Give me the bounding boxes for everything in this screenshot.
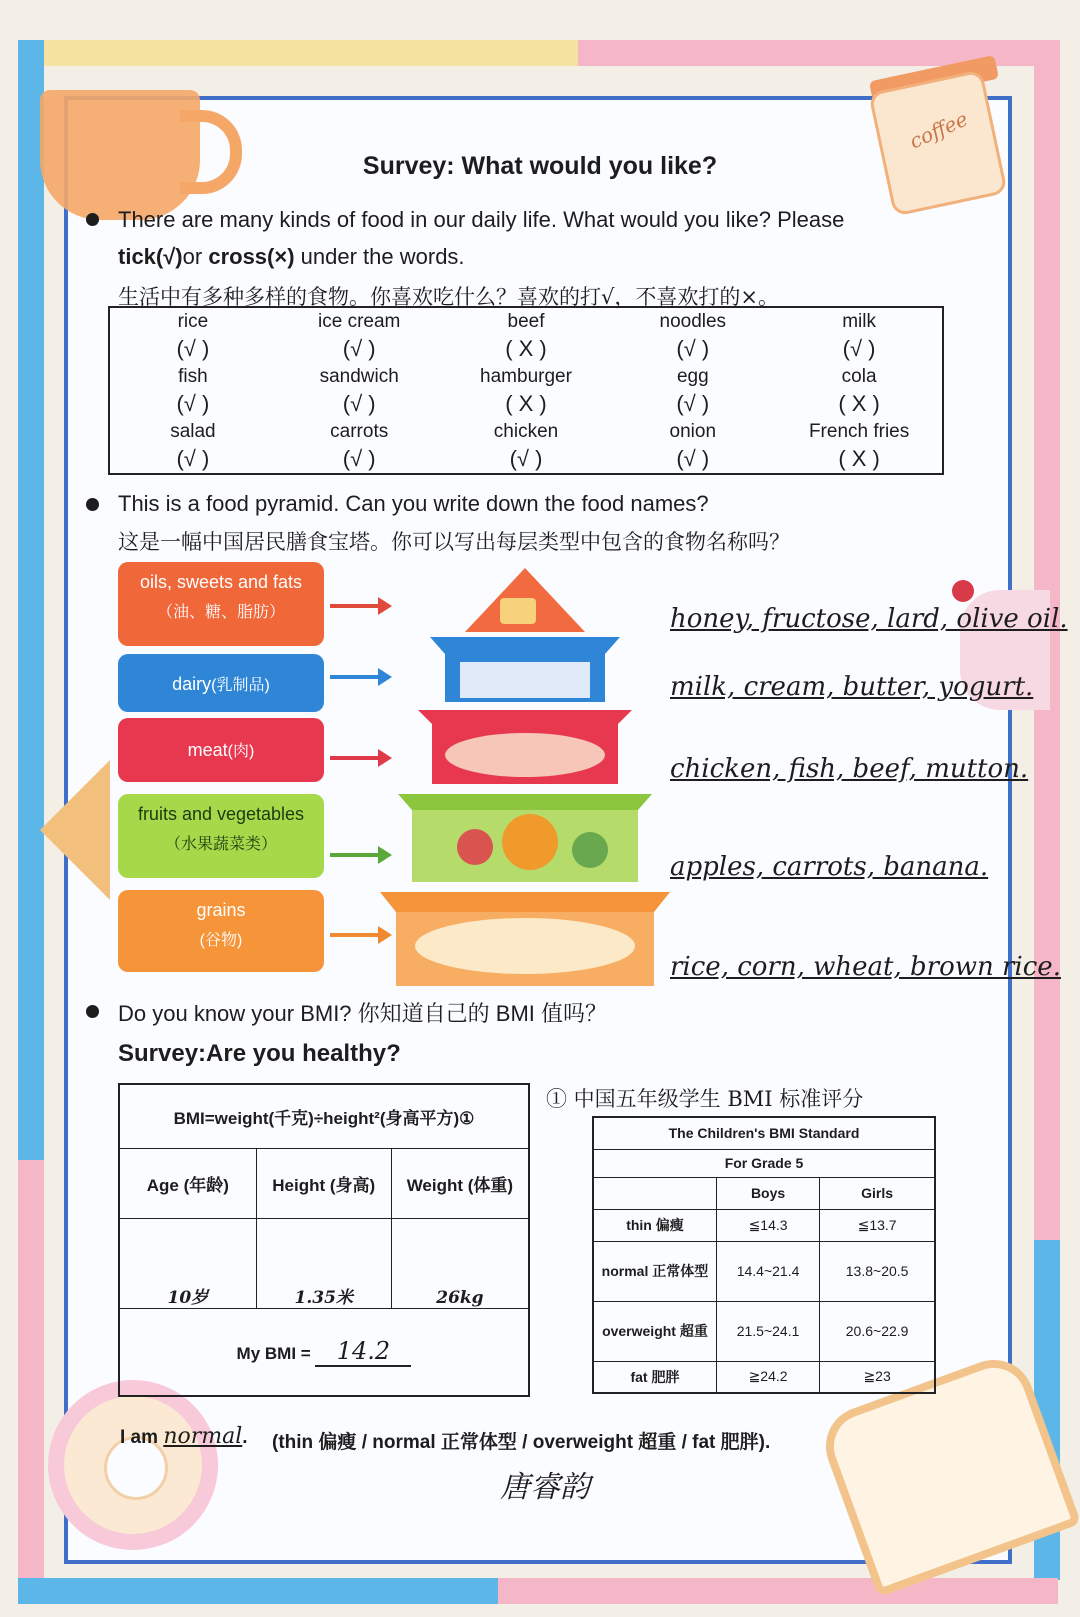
standard-title: The Children's BMI Standard: [593, 1117, 935, 1149]
level-label-cn: (谷物): [199, 932, 243, 949]
bullet-icon: [86, 1005, 99, 1018]
pyramid-roof: [398, 794, 652, 810]
food-word: noodles: [659, 311, 727, 332]
food-word: fish: [178, 366, 208, 387]
standard-girls-value: ≦13.7: [820, 1209, 935, 1241]
pyramid-level-oils: [118, 562, 324, 646]
pyramid-level-fruits-vegetables: [118, 794, 324, 878]
coffee-takeaway-icon: coffee: [905, 106, 972, 154]
food-cell: [609, 307, 776, 363]
food-mark: (√ ): [676, 391, 710, 416]
standard-girls-value: ≧23: [820, 1361, 935, 1393]
food-cell: [443, 418, 610, 474]
food-word: chicken: [493, 421, 559, 442]
food-mark: (√ ): [342, 446, 376, 471]
food-cell: [609, 418, 776, 474]
cross-label: cross(×): [208, 244, 295, 269]
tick-label: tick(√): [118, 244, 183, 269]
food-word: salad: [170, 421, 216, 442]
grains-foods-icon: [415, 918, 635, 974]
value-age: 10岁: [119, 1218, 256, 1308]
pyramid-roof: [418, 710, 632, 724]
bmi-formula: BMI=weight(千克)÷height²(身高平方)①: [119, 1084, 529, 1148]
meat-foods-icon: [445, 733, 605, 777]
vegetable-icon: [572, 832, 608, 868]
food-word: French fries: [808, 421, 910, 442]
apple-icon: [457, 829, 493, 865]
food-cell: [109, 363, 276, 418]
oil-bottle-icon: [500, 598, 536, 624]
level-label-cn: （油、糖、脂肪）: [156, 604, 285, 621]
food-mark: (√ ): [342, 336, 376, 361]
pyramid-roof: [380, 892, 670, 912]
standard-row-label: overweight 超重: [593, 1301, 716, 1361]
i-am-line: I am normal.: [120, 1424, 248, 1449]
header-height: Height (身高): [256, 1148, 391, 1218]
standard-boys-value: ≦14.3: [716, 1209, 819, 1241]
food-cell: [276, 363, 443, 418]
level-label: grains: [196, 900, 246, 920]
food-word: milk: [842, 311, 876, 332]
my-bmi-value: 14.2: [315, 1337, 411, 1367]
food-mark: (√ ): [176, 446, 210, 471]
standard-subtitle: For Grade 5: [593, 1149, 935, 1177]
food-word: hamburger: [480, 366, 572, 387]
i-am-label: I am: [120, 1427, 159, 1448]
level-label-cn: （水果蔬菜类）: [164, 836, 277, 853]
bmi-standard-table: [592, 1116, 936, 1394]
answer-oils: honey, fructose, lard, olive oil.: [670, 604, 1068, 634]
answer-dairy: milk, cream, butter, yogurt.: [670, 672, 1034, 702]
value-height: 1.35米: [256, 1218, 391, 1308]
my-bmi-row: [119, 1308, 529, 1396]
i-am-options: (thin 偏瘦 / normal 正常体型 / overweight 超重 / fat 肥胖).: [272, 1432, 771, 1453]
level-label-cn: (乳制品): [211, 677, 270, 694]
food-cell: [776, 363, 943, 418]
standard-row-label: thin 偏瘦: [593, 1209, 716, 1241]
food-cell: [776, 307, 943, 363]
food-mark: (√ ): [842, 336, 876, 361]
food-cell: [276, 307, 443, 363]
instruction-cn: 生活中有多种多样的食物。你喜欢吃什么？喜欢的打√，不喜欢打的×。: [118, 285, 779, 309]
food-mark: (√ ): [176, 391, 210, 416]
standard-girls-value: 20.6~22.9: [820, 1301, 935, 1361]
level-label-cn: (肉): [227, 743, 255, 760]
pyramid-level-meat: [118, 718, 324, 782]
food-preference-table: [108, 306, 944, 475]
food-mark: (√ ): [176, 336, 210, 361]
food-mark: ( X ): [505, 391, 547, 416]
food-mark: (√ ): [509, 446, 543, 471]
standard-col-girls: Girls: [820, 1177, 935, 1209]
bmi-subtitle: Survey:Are you healthy?: [118, 1040, 401, 1067]
level-label: [118, 672, 324, 695]
bmi-standard-note: ① 中国五年级学生 BMI 标准评分: [546, 1087, 864, 1111]
food-cell: [109, 418, 276, 474]
food-word: beef: [507, 311, 545, 332]
standard-empty-header: [593, 1177, 716, 1209]
food-mark: (√ ): [342, 391, 376, 416]
instruction-rest: under the words.: [300, 244, 465, 269]
food-mark: ( X ): [838, 446, 880, 471]
value-weight: 26kg: [391, 1218, 529, 1308]
food-cell: [276, 418, 443, 474]
level-label: fruits and vegetables: [137, 804, 305, 824]
food-cell: [443, 307, 610, 363]
standard-boys-value: 21.5~24.1: [716, 1301, 819, 1361]
standard-boys-value: ≧24.2: [716, 1361, 819, 1393]
answer-meat: chicken, fish, beef, mutton.: [670, 754, 1029, 784]
student-signature: 唐睿韵: [500, 1470, 590, 1505]
instruction-line-1: There are many kinds of food in our daily life. What would you like? Please: [118, 207, 845, 232]
bmi-question: Do you know your BMI? 你知道自己的 BMI 值吗？: [118, 1001, 607, 1026]
food-mark: ( X ): [838, 391, 880, 416]
food-mark: (√ ): [676, 446, 710, 471]
header-weight: Weight (体重): [391, 1148, 529, 1218]
food-word: ice cream: [318, 311, 401, 332]
food-word: carrots: [330, 421, 389, 442]
or-label: or: [182, 244, 203, 269]
food-cell: [609, 363, 776, 418]
bmi-table: [118, 1083, 530, 1397]
food-word: egg: [676, 366, 709, 387]
pyramid-instruction-cn: 这是一幅中国居民膳食宝塔。你可以写出每层类型中包含的食物名称吗？: [118, 530, 790, 554]
food-word: rice: [177, 311, 209, 332]
standard-girls-value: 13.8~20.5: [820, 1241, 935, 1301]
food-cell: [109, 307, 276, 363]
answer-fruits-vegetables: apples, carrots, banana.: [670, 852, 989, 882]
instruction-line-2: [118, 244, 465, 270]
answer-grains: rice, corn, wheat, brown rice.: [670, 952, 1061, 982]
pumpkin-icon: [502, 814, 558, 870]
i-am-value: normal: [163, 1424, 243, 1449]
food-word: sandwich: [319, 366, 399, 387]
pyramid-level-dairy: [118, 654, 324, 712]
food-mark: ( X ): [505, 336, 547, 361]
level-label: oils, sweets and fats: [139, 572, 303, 592]
standard-col-boys: Boys: [716, 1177, 819, 1209]
food-pyramid-illustration: [380, 562, 670, 992]
food-word: onion: [669, 421, 717, 442]
page-title: Survey: What would you like?: [362, 152, 718, 180]
food-word: cola: [841, 366, 877, 387]
standard-boys-value: 14.4~21.4: [716, 1241, 819, 1301]
dairy-foods-icon: [460, 662, 590, 698]
food-cell: [443, 363, 610, 418]
food-cell: [776, 418, 943, 474]
bullet-icon: [86, 498, 99, 511]
level-label-en: meat: [187, 740, 228, 760]
pyramid-roof: [430, 637, 620, 654]
my-bmi-label: My BMI =: [236, 1343, 311, 1363]
bullet-icon: [86, 213, 99, 226]
standard-row-label: fat 肥胖: [593, 1361, 716, 1393]
level-label: [118, 738, 324, 761]
food-mark: (√ ): [676, 336, 710, 361]
standard-row-label: normal 正常体型: [593, 1241, 716, 1301]
pyramid-level-grains: [118, 890, 324, 972]
level-label-en: dairy: [172, 674, 212, 694]
header-age: Age (年龄): [119, 1148, 256, 1218]
pyramid-instruction: This is a food pyramid. Can you write down the food names?: [118, 491, 709, 516]
